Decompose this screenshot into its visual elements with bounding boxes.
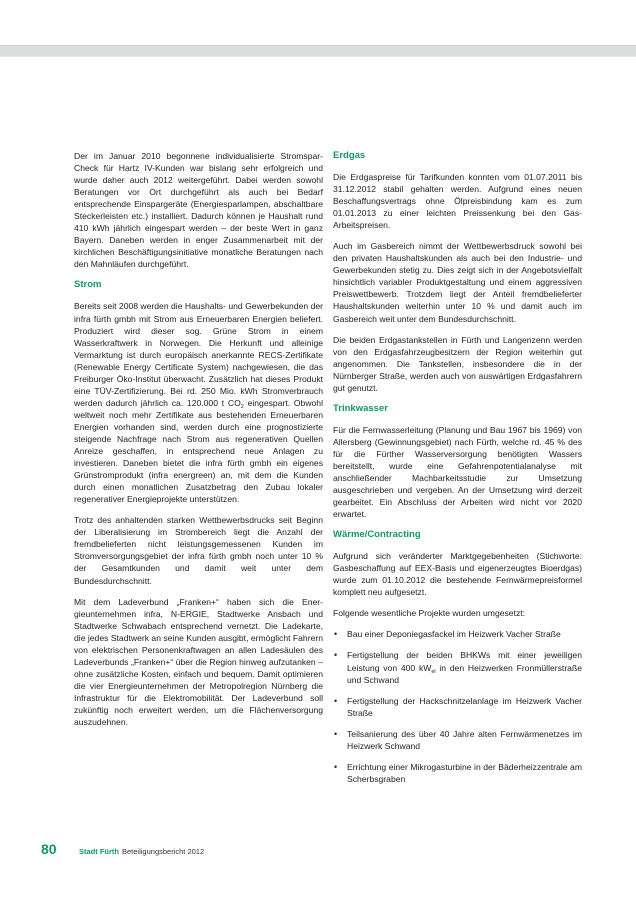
- list-item: • Errichtung einer Mikrogasturbine in der Bäderheizzentrale am Scherbsgraben: [333, 761, 582, 785]
- list-item: • Teilsanierung des über 40 Jahre alten Fernwärmenetzes im Heizwerk Schwand: [333, 728, 582, 752]
- list-item: • Bau einer Deponiegasfackel im Heizwerk Vacher Straße: [333, 628, 582, 640]
- intro-paragraph: Der im Januar 2010 begonnene individualisierte Stromspar-Check für Hartz IV-Kunden war bislang sehr erfolgreich und wurde daher auch 2012 weitergeführt. Dabei werden sowohl Beratungen vor Ort durchgeführt als auch bei Bedarf entsprechende Einspargeräte (Energiesparlampen, abschaltbare Steckerleisten etc.) installiert. Dadurch können je Haushalt rund 410 kWh jährlich eingespart werden – der beste Wert in ganz Bayern. Daneben werden in enger Zusammenarbeit mit der kirchlichen Beschäftigungsinitiative monatliche Beratungen nach den Mahnläufen durchgeführt.: [74, 151, 323, 270]
- footer-report-title: Beteiligungsbericht 2012: [122, 847, 205, 856]
- list-item: • Fertigstellung der beiden BHKWs mit einer jeweiligen Leistung von 400 $kW_{el}$ in den Heizwerken Fronmüllerstraße und Schwand: [333, 649, 582, 685]
- strom-paragraph-2: Trotz des anhaltenden starken Wettbewerbsdrucks seit Beginn der Liberalisierung im Strombereich liegt die Anzahl der fremdbelieferten nicht leistungsgemessenen Kunden im Stromversorgungsgebiet der infra fürth gmbh noch unter 10 % der Gesamtkunden und damit weit unter dem Bundesdurchschnitt.: [74, 515, 323, 586]
- trinkwasser-paragraph-1: Für die Fernwasserleitung (Planung und Bau 1967 bis 1969) von Allersberg (Gewinnungsgebiet) nach Fürth, welche rd. 45 % des für die Fürther Wasserversorgung benötigten Wassers bereitstellt, wurde eine Gefahrenpotentialanalyse mit anschließender Machbarkeitsstudie zur Umsetzung ausgeschrieben und vergeben. An der Umsetzung wird derzeit gearbeitet. Ein Abschluss der Arbeiten wird nicht vor 2020 erwartet.: [333, 424, 582, 520]
- waerme-paragraph-1: Aufgrund sich veränderter Marktgegebenheiten (Stichworte: Gasbeschaffung auf EEX-Basis und eigenerzeugtes Bioerdgas) wurde zum 01.10.2012 die bestehende Fernwärmepreisformel komplett neu aufgesetzt.: [333, 551, 582, 598]
- section-heading-trinkwasser: Trinkwasser: [333, 402, 388, 414]
- page-number: 80: [41, 841, 57, 857]
- footer-organization: Stadt Fürth: [79, 847, 119, 856]
- erdgas-paragraph-1: Die Erdgaspreise für Tarifkunden konnten vom 01.07.2011 bis 31.12.2012 stabil gehalten werden. Aufgrund eines neuen Beschaffungsvertrags ohne Ölpreisbindung kam es zum 01.01.2013 zu einer leichten Preissenkung bei den Gas-Arbeitspreisen.: [333, 172, 582, 231]
- erdgas-paragraph-2: Auch im Gasbereich nimmt der Wettbewerbsdruck sowohl bei den privaten Haushaltskunden als auch bei den Industrie- und Gewerbekunden stetig zu. Dies zeigt sich in der Angebotsvielfalt hinsichtlich variabler Produktgestaltung und einem aggressiven Preiswettbewerb. Trotzdem liegt der Anteil fremdbelieferter Haushaltskunden weiterhin unter 10 % und damit auch im Gasbereich weit unter dem Bundesdurchschnitt.: [333, 241, 582, 324]
- strom-paragraph-3: Mit dem Ladeverbund „Franken+“ haben sich die Energieunternehmen infra, N-ERGIE, Stadtwerke Ansbach und Stadtwerke Schwabach entsprechend vernetzt. Die Ladekarte, die jedes Stadtwerk an seine Kunden ausgibt, ermöglicht Fahrern von elektrischen Personenkraftwagen an allen Ladesäulen des Ladeverbunds „Franken+“ über die Region hinweg aufzutanken – ohne zusätzliche Kosten, einfach und bequem. Damit optimieren die vier Energieunternehmen der Metropolregion Nürnberg die Infrastruktur für die Elektromobilität. Der Ladeverbund soll zukünftig noch erweitert werden, um die Flächenversorgung auszudehnen.: [74, 596, 323, 728]
- waerme-paragraph-2: Folgende wesentliche Projekte wurden umgesetzt:: [333, 608, 526, 619]
- right-column: [333, 150, 582, 794]
- section-heading-strom: Strom: [74, 279, 102, 291]
- strom-paragraph-1: Bereits seit 2008 werden die Haushalts- und Gewerbekunden der infra fürth gmbh mit Strom aus Erneuerbaren Energien beliefert. Produziert wird dieser sog. Grüne Strom in einem Wasserkraftwerk in Norwegen. Die Herkunft und alleinige Vermarktung ist durch europäisch anerkannte RECS-Zertifikate (Renewable Energy Certificate System) nachgewiesen, die das Freiburger Öko-Institut überwacht. Zusätzlich hat dieses Produkt eine TÜV-Zertifizierung. Bei rd. 250 Mio. kWh Stromverbrauch werden dadurch jährlich ca. 120.000 t $CO_2$ eingespart. Obwohl weltweit noch mehr Zertifikate aus bestehenden Erneuerbaren Energien vorhanden sind, werden durch eine prognostizierte steigende Nachfrage nach Strom aus regenerativen Quellen Anreize geschaffen, in entsprechend neue Anlagen zu investieren. Daneben bietet die infra fürth gmbh ein eigenes Grünstromprodukt (infra energreen) an, mit dem die Kunden durch einen monatlichen Zusatzbetrag den Zubau lokaler regenerativer Energieprojekte unterstützen.: [74, 301, 323, 505]
- page-footer: [41, 841, 204, 857]
- erdgas-paragraph-3: Die beiden Erdgastankstellen in Fürth und Langenzenn werden von den Erdgasfahrzeugbesitzern der Region weiterhin gut angenommen. Die Tankstellen, insbesondere die in der Nürnberger Straße, werden auch von auswärtigen Erdgasfahrern gut genutzt.: [333, 334, 582, 393]
- section-heading-erdgas: Erdgas: [333, 150, 366, 161]
- project-list: [333, 628, 582, 784]
- list-item: • Fertigstellung der Hackschnitzelanlage im Heizwerk Vacher Straße: [333, 695, 582, 719]
- section-heading-waerme: Wärme/Contracting: [333, 529, 421, 541]
- left-column: [74, 150, 323, 737]
- header-band: [0, 45, 636, 57]
